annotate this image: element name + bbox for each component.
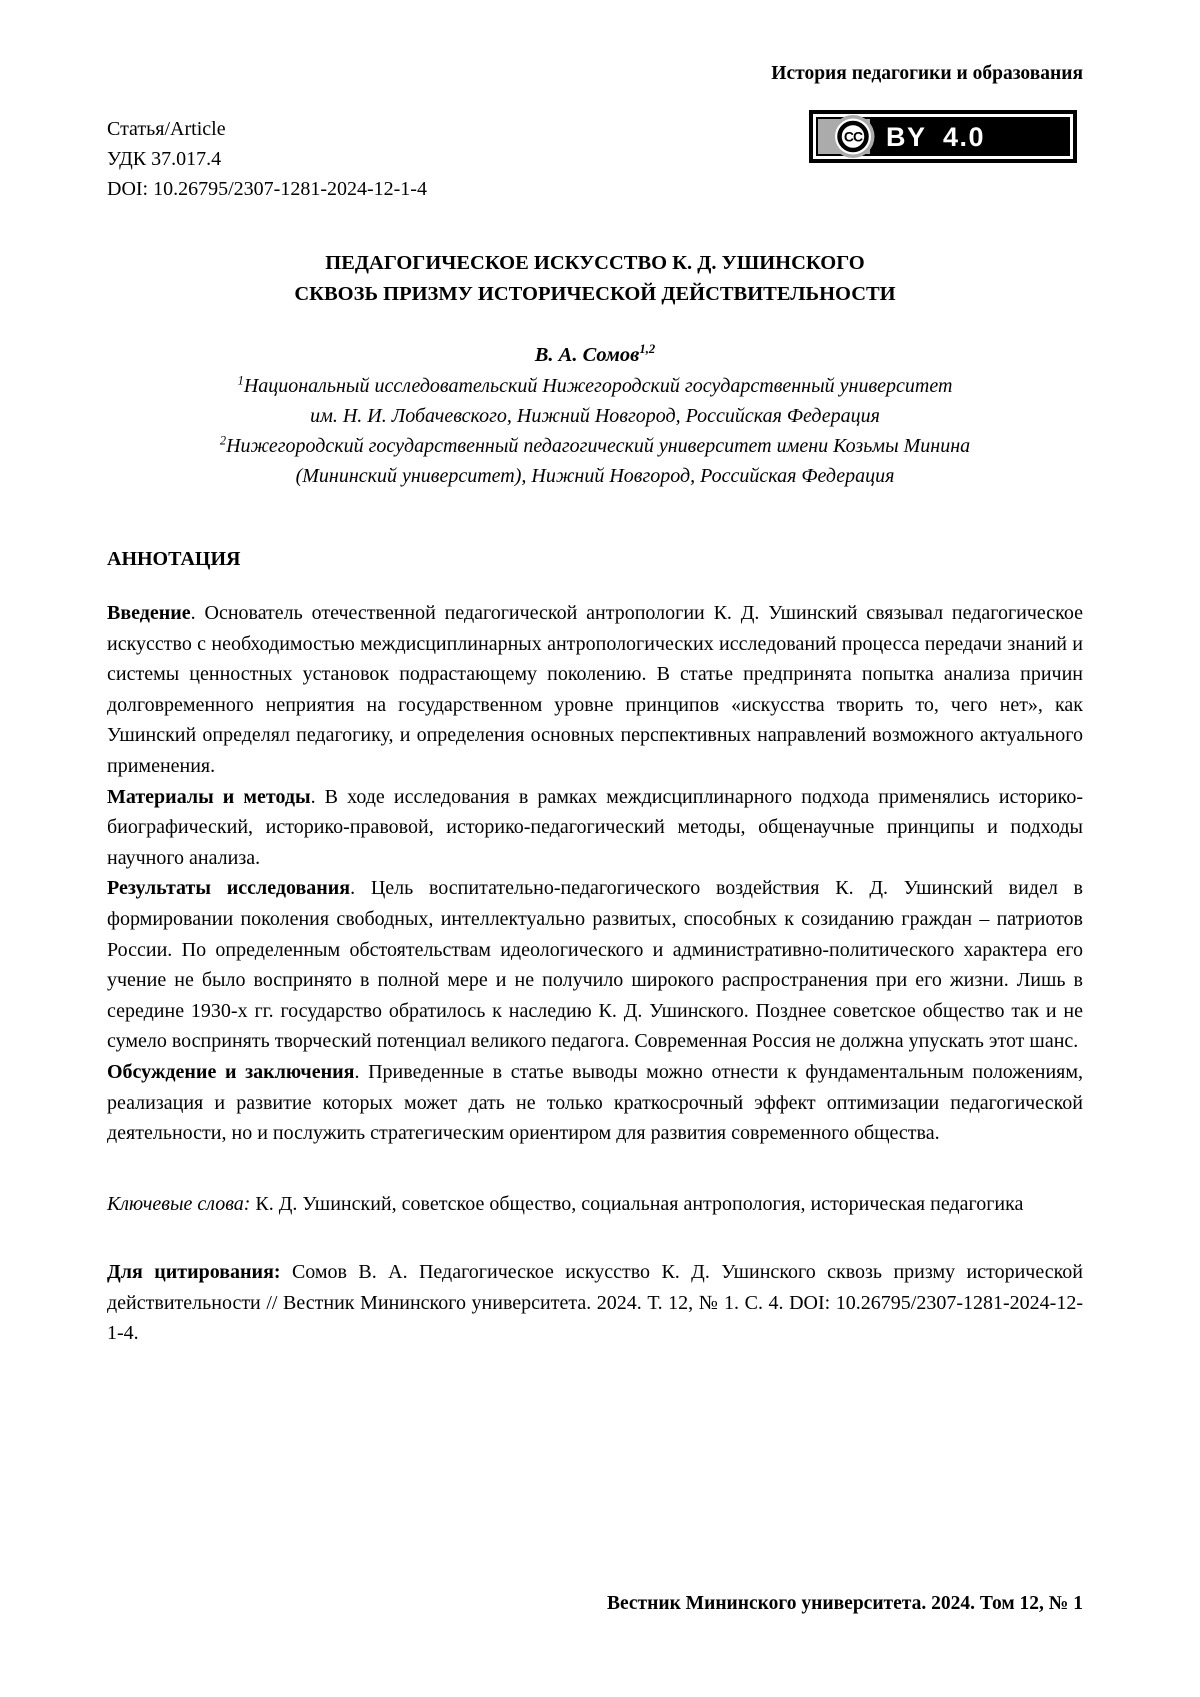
affiliation-text: им. Н. И. Лобачевского, Нижний Новгород, Российская Федерация — [310, 405, 880, 427]
article-type: Статья/Article — [107, 118, 226, 140]
paragraph-text: . Основатель отечественной педагогической антропологии К. Д. Ушинский связывал педагогическое искусство с необходимостью междисциплинарных антропологических исследований процесса передачи знаний и системы ценностных установок подрастающему поколению. В статье предпринята попытка анализа причин долговременного неприятия на государственном уровне принципов «искусства творить то, чего нет», как Ушинский определял педагогику, и определения основных перспективных направлений возможного актуального применения. — [107, 602, 1083, 777]
cc-icon-letters: CC — [843, 128, 863, 145]
paragraph-text: . Цель воспитательно-педагогического воздействия К. Д. Ушинский видел в формировании поколения свободных, интеллектуально развитых, способных к созиданию граждан – патриотов России. По определенным обстоятельствам идеологического и административно-политического характера его учение не было воспринято в полной мере и не получило широкого распространения при его жизни. Лишь в середине 1930-х гг. государство обратилось к наследию К. Д. Ушинского. Позднее советское общество так и не сумело воспринять творческий потенциал великого педагога. Современная Россия не должна упускать этот шанс. — [107, 877, 1083, 1053]
journal-footer: Вестник Мининского университета. 2024. Том 12, № 1 — [606, 1593, 1083, 1614]
article-meta — [107, 114, 1083, 208]
article-title-line1: ПЕДАГОГИЧЕСКОЕ ИСКУССТВО К. Д. УШИНСКОГО — [325, 252, 865, 274]
author-affiliation-marks: 1,2 — [639, 342, 656, 357]
cc-by-badge — [809, 110, 1077, 163]
affiliation-text: Национальный исследовательский Нижегородский государственный университет — [243, 375, 953, 397]
affiliations-block — [107, 371, 1083, 491]
paragraph-lead: Результаты исследования — [107, 877, 351, 900]
citation-label: Для цитирования: — [107, 1261, 281, 1284]
license-label: BY 4.0 — [886, 122, 986, 152]
abstract-heading: АННОТАЦИЯ — [107, 548, 241, 570]
keywords-label: Ключевые слова: — [107, 1192, 251, 1215]
paragraph-text: . Приведенные в статье выводы можно отнести к фундаментальным положениям, реализация и развитие которых может дать не только краткосрочный эффект оптимизации педагогической деятельности, но и послужить стратегическим ориентиром для развития современного общества. — [107, 1060, 1083, 1145]
affiliation-line — [107, 431, 1083, 461]
journal-section-header: История педагогики и образования — [771, 63, 1083, 84]
citation-text: Сомов В. А. Педагогическое искусство К. Д. Ушинского сквозь призму исторической действительности // Вестник Мининского университета. 2024. Т. 12, № 1. С. 4. DOI: 10.26795/2307-1281-2024-12-1-4. — [107, 1261, 1083, 1345]
abstract-paragraph-results — [107, 873, 1083, 1057]
affiliation-sup: 1 — [237, 373, 244, 388]
udc-code: УДК 37.017.4 — [107, 148, 222, 170]
paragraph-text: . В ходе исследования в рамках междисциплинарного подхода применялись историко-биографический, историко-правовой, историко-педагогический методы, общенаучные принципы и подходы научного анализа. — [107, 785, 1083, 869]
article-title-line2: СКВОЗЬ ПРИЗМУ ИСТОРИЧЕСКОЙ ДЕЙСТВИТЕЛЬНОСТИ — [294, 283, 896, 305]
affiliation-line — [107, 461, 1083, 491]
paragraph-lead: Введение — [107, 602, 191, 624]
paragraph-lead: Материалы и методы — [107, 785, 311, 808]
author-line — [107, 340, 1083, 371]
abstract-paragraph-discussion — [107, 1057, 1083, 1149]
affiliation-line — [107, 371, 1083, 401]
affiliation-line — [107, 401, 1083, 431]
doi-text: DOI: 10.26795/2307-1281-2024-12-1-4 — [107, 178, 427, 200]
keywords-text: К. Д. Ушинский, советское общество, социальная антропология, историческая педагогика — [250, 1192, 1024, 1215]
article-title — [107, 248, 1083, 310]
abstract-body — [107, 598, 1083, 1149]
abstract-paragraph-materials — [107, 782, 1083, 874]
cc-by-badge-icon — [809, 110, 1077, 163]
cc-icon — [832, 115, 875, 158]
affiliation-text: (Мининский университет), Нижний Новгород, Российская Федерация — [295, 465, 895, 487]
abstract-paragraph-introduction — [107, 598, 1083, 782]
affiliation-sup: 2 — [219, 433, 227, 448]
affiliation-text: Нижегородский государственный педагогический университет имени Козьмы Минина — [226, 435, 971, 457]
author-name: В. А. Сомов — [534, 344, 640, 366]
keywords-block — [107, 1189, 1083, 1220]
citation-block — [107, 1257, 1083, 1349]
paragraph-lead: Обсуждение и заключения — [107, 1060, 355, 1083]
